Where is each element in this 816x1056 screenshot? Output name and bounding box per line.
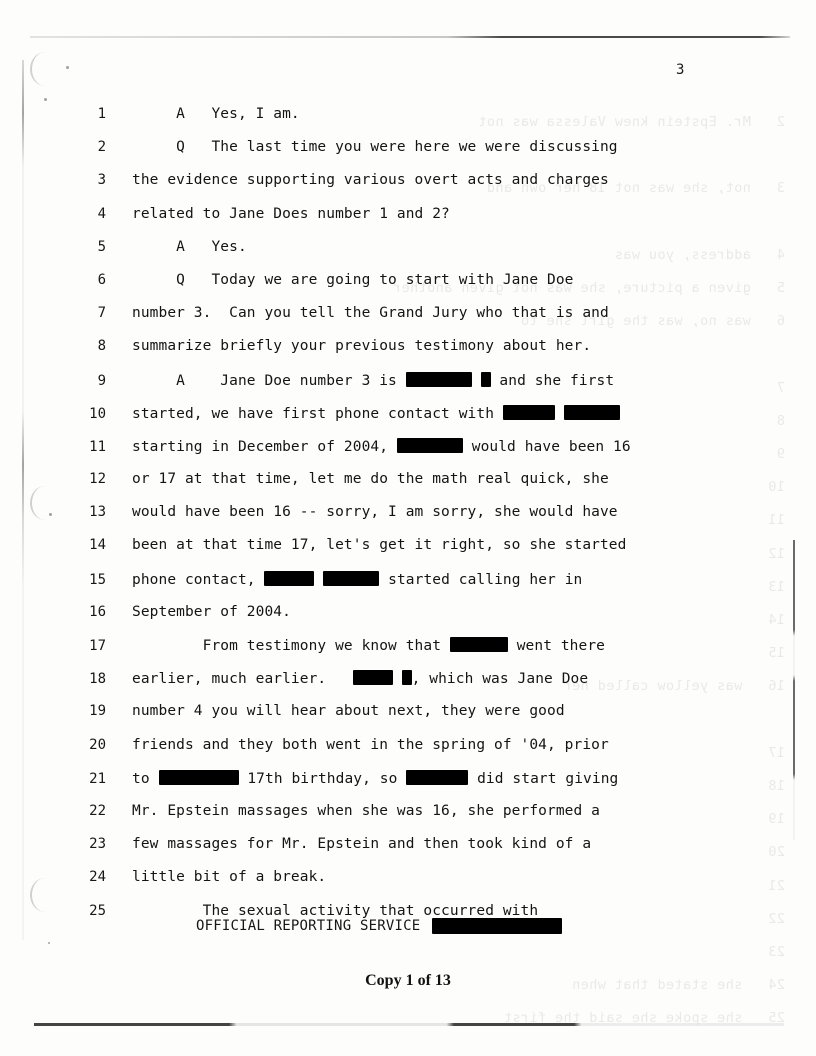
redaction-bar <box>432 918 562 934</box>
bleed-through-line: 16 was yellow called her <box>563 678 785 695</box>
reporting-service-label: OFFICIAL REPORTING SERVICE <box>196 918 421 934</box>
binder-punch-icon <box>30 878 58 912</box>
line-number: 15 <box>89 571 106 588</box>
bleed-through-line: 5 given a picture, she was not given another <box>392 280 785 297</box>
scan-speck <box>49 513 52 516</box>
line-number: 21 <box>89 770 106 787</box>
reporting-service-footer <box>196 918 562 934</box>
transcript-line-text: earlier, much earlier. , which was Jane Doe <box>132 671 589 688</box>
bleed-through-line: 7 <box>776 379 785 396</box>
line-number: 12 <box>89 471 106 488</box>
transcript-line-text: Q The last time you were here we were discussing <box>132 139 618 156</box>
bleed-through-line: 15 <box>767 645 785 662</box>
line-number: 9 <box>97 372 106 389</box>
binder-punch-icon <box>30 486 58 520</box>
bleed-through-line: 2 Mr. Epstein knew Valessa was not <box>478 114 785 130</box>
line-number: 13 <box>89 504 106 521</box>
bleed-through-line: 8 <box>776 412 785 429</box>
transcript-line-text: to 17th birthday, so did start giving <box>132 770 619 787</box>
bleed-through-line: 11 <box>767 512 785 529</box>
scan-speck <box>44 98 47 101</box>
redaction-bar <box>264 571 314 586</box>
transcript-line <box>60 438 760 471</box>
redaction-bar <box>503 405 555 420</box>
transcript-line <box>60 537 760 570</box>
transcript-line-text: A Yes. <box>132 238 247 255</box>
transcript-line <box>60 504 760 537</box>
transcript-line-text: starting in December of 2004, would have been 16 <box>132 438 631 455</box>
bleed-through-line: 12 <box>767 545 785 562</box>
transcript-line-text: Q Today we are going to start with Jane Doe <box>132 271 574 288</box>
line-number: 11 <box>89 438 106 455</box>
transcript-line <box>60 803 760 836</box>
transcript-line <box>60 703 760 736</box>
line-number: 20 <box>89 736 106 753</box>
redaction-bar <box>353 670 393 685</box>
bleed-through-line: 18 <box>767 778 785 795</box>
line-number: 3 <box>97 172 106 189</box>
scan-left-margin-line <box>22 60 24 940</box>
transcript-line <box>60 305 760 338</box>
bleed-through-line: 25 she spoke she said the first <box>503 1010 785 1027</box>
bleed-through-line: 4 address, you was <box>614 246 785 263</box>
bleed-through-line: 3 not, she was not 18 her own and <box>486 180 785 197</box>
redaction-bar <box>159 770 239 785</box>
transcript-line <box>60 338 760 371</box>
transcript-line <box>60 139 760 172</box>
transcript-line <box>60 770 760 803</box>
line-number: 2 <box>97 139 106 156</box>
transcript-line-text: would have been 16 -- sorry, I am sorry, she would have <box>132 504 618 521</box>
bleed-through-line: 20 <box>767 844 785 861</box>
bleed-through-line: 13 <box>767 578 785 595</box>
binder-punch-icon <box>30 52 58 86</box>
line-number: 19 <box>89 703 106 720</box>
transcript-line-text: A Jane Doe number 3 is and she first <box>132 372 615 389</box>
line-number: 6 <box>97 271 106 288</box>
transcript-line-text: related to Jane Does number 1 and 2? <box>132 205 450 222</box>
line-number: 16 <box>89 603 106 620</box>
bleed-through-line: 6 was no, was the girl she to <box>520 313 785 330</box>
scan-speck <box>48 942 50 944</box>
page-number: 3 <box>676 62 685 78</box>
transcript-line <box>60 239 760 272</box>
transcript-line-text: friends and they both went in the spring of '04, prior <box>132 736 609 753</box>
transcript-line-text: or 17 at that time, let me do the math real quick, she <box>132 471 609 488</box>
scan-edge-top <box>30 36 790 38</box>
transcript-line <box>60 737 760 770</box>
redaction-bar <box>402 670 412 685</box>
line-number: 10 <box>89 405 106 422</box>
line-number: 18 <box>89 671 106 688</box>
line-number: 4 <box>97 205 106 222</box>
redaction-bar <box>481 372 491 387</box>
transcript-line <box>60 836 760 869</box>
transcript-line <box>60 604 760 637</box>
line-number: 5 <box>97 238 106 255</box>
transcript-line-text: September of 2004. <box>132 603 291 620</box>
transcript-line <box>60 405 760 438</box>
line-number: 22 <box>89 802 106 819</box>
line-number: 1 <box>97 106 106 122</box>
transcript-line-text: A Yes, I am. <box>132 106 300 122</box>
bleed-through-line: 22 <box>767 910 785 927</box>
transcript-line-text: From testimony we know that went there <box>132 638 606 654</box>
bleed-through-line: 14 <box>767 612 785 629</box>
line-number: 24 <box>89 869 106 886</box>
redaction-bar <box>406 372 472 387</box>
transcript-line <box>60 106 760 139</box>
transcript-line-text: The sexual activity that occurred with <box>132 902 539 919</box>
bleed-through-line: 23 <box>767 944 785 961</box>
bleed-through-line: 19 <box>767 811 785 828</box>
transcript-line <box>60 206 760 239</box>
transcript-line <box>60 670 760 703</box>
transcript-line-text: the evidence supporting various overt acts and charges <box>132 172 609 189</box>
transcript-line-text: Mr. Epstein massages when she was 16, she performed a <box>132 802 600 819</box>
line-number: 14 <box>89 537 106 554</box>
redaction-bar <box>564 405 620 420</box>
line-number: 8 <box>97 338 106 355</box>
transcript-line-text: number 3. Can you tell the Grand Jury who that is and <box>132 305 609 322</box>
line-number: 17 <box>89 638 106 654</box>
transcript-body <box>60 106 760 936</box>
transcript-line <box>60 471 760 504</box>
redaction-bar <box>450 637 508 652</box>
transcript-line <box>60 637 760 670</box>
bleed-through-line: 9 <box>776 446 785 463</box>
redaction-bar <box>406 770 468 785</box>
line-number: 25 <box>89 902 106 919</box>
scan-speck <box>66 66 69 69</box>
bleed-through-line: 17 <box>767 744 785 761</box>
transcript-line <box>60 272 760 305</box>
transcript-line-text: been at that time 17, let's get it right, so she started <box>132 537 627 554</box>
bleed-through-line: 24 she stated that when <box>571 977 785 994</box>
transcript-line-text: started, we have first phone contact with <box>132 405 620 422</box>
line-number: 7 <box>97 305 106 322</box>
transcript-line <box>60 869 760 902</box>
transcript-line-text: summarize briefly your previous testimony about her. <box>132 338 592 355</box>
redaction-bar <box>397 438 463 453</box>
copy-stamp: Copy 1 of 13 <box>365 972 451 989</box>
transcript-line-text: phone contact, started calling her in <box>132 571 583 588</box>
line-number: 23 <box>89 836 106 853</box>
transcript-line <box>60 571 760 604</box>
transcript-line-text: few massages for Mr. Epstein and then took kind of a <box>132 836 592 853</box>
transcript-line-text: number 4 you will hear about next, they were good <box>132 703 565 720</box>
redaction-bar <box>323 571 379 586</box>
transcript-line <box>60 372 760 405</box>
bleed-through-line: 10 <box>767 479 785 496</box>
transcript-line-text: little bit of a break. <box>132 869 327 886</box>
transcript-line <box>60 172 760 205</box>
bleed-through-line: 21 <box>767 877 785 894</box>
scan-right-margin-line <box>793 540 795 840</box>
